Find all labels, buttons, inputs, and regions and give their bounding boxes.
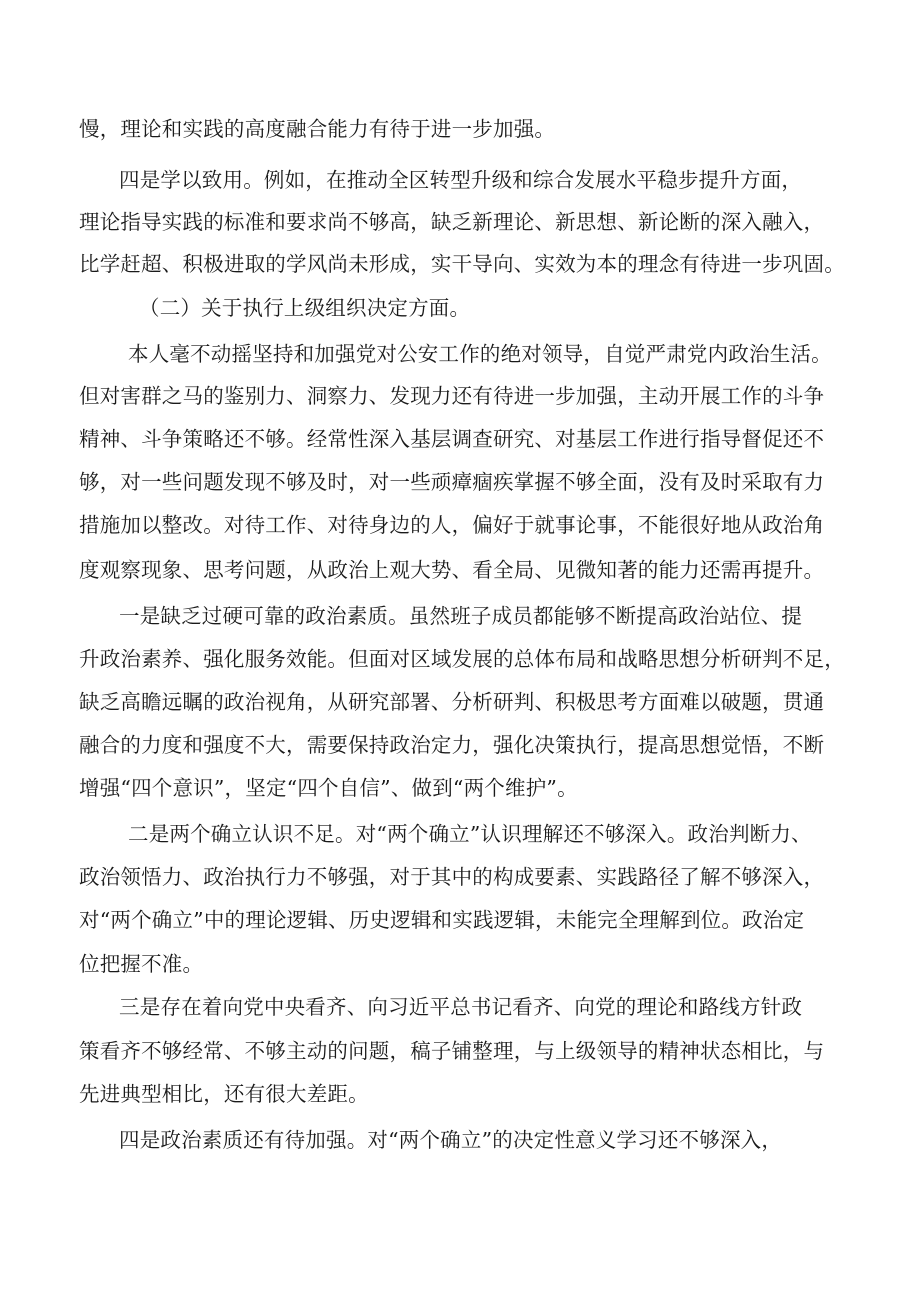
text-line: 四是政治素质还有待加强。对“两个确立”的决定性意义学习还不够深入， <box>119 1128 783 1152</box>
text-line: 比学赶超、积极进取的学风尚未形成，实干导向、实效为本的理念有待进一步巩固。 <box>79 252 845 276</box>
text-line: 策看齐不够经常、不够主动的问题，稿子铺整理，与上级领导的精神状态相比，与 <box>79 1039 825 1063</box>
text-line: 融合的力度和强度不大，需要保持政治定力，强化决策执行，提高思想觉悟，不断 <box>79 733 825 757</box>
text-line: 四是学以致用。例如，在推动全区转型升级和综合发展水平稳步提升方面， <box>119 168 803 192</box>
text-line: 但对害群之马的鉴别力、洞察力、发现力还有待进一步加强，主动开展工作的斗争 <box>79 384 825 408</box>
text-line: 位把握不准。 <box>79 952 204 976</box>
text-line: 升政治素养、强化服务效能。但面对区域发展的总体布局和战略思想分析研判不足， <box>79 647 845 671</box>
text-line: 一是缺乏过硬可靠的政治素质。虽然班子成员都能够不断提高政治站位、提 <box>119 604 803 628</box>
text-line: 措施加以整改。对待工作、对待身边的人，偏好于就事论事，不能很好地从政治角 <box>79 513 825 537</box>
text-line: 慢，理论和实践的高度融合能力有待于进一步加强。 <box>79 117 556 141</box>
text-line: 够，对一些问题发现不够及时，对一些顽瘴痼疾掌握不够全面，没有及时采取有力 <box>79 470 825 494</box>
text-line: 度观察现象、思考问题，从政治上观大势、看全局、见微知著的能力还需再提升。 <box>79 558 825 582</box>
section-heading: （二）关于执行上级组织决定方面。 <box>139 296 471 320</box>
text-line: 三是存在着向党中央看齐、向习近平总书记看齐、向党的理论和路线方针政 <box>119 995 803 1019</box>
text-line: 先进典型相比，还有很大差距。 <box>79 1082 369 1106</box>
text-line: 增强“四个意识”，坚定“四个自信”、做到“两个维护”。 <box>79 776 578 800</box>
text-line: 缺乏高瞻远瞩的政治视角，从研究部署、分析研判、积极思考方面难以破题，贯通 <box>79 690 825 714</box>
text-line: 对“两个确立”中的理论逻辑、历史逻辑和实践逻辑，未能完全理解到位。政治定 <box>79 908 805 932</box>
text-line: 理论指导实践的标准和要求尚不够高，缺乏新理论、新思想、新论断的深入融入， <box>79 210 825 234</box>
text-line: 二是两个确立认识不足。对“两个确立”认识理解还不够深入。政治判断力、 <box>128 822 812 846</box>
text-line: 精神、斗争策略还不够。经常性深入基层调查研究、对基层工作进行指导督促还不 <box>79 427 825 451</box>
text-line: 政治领悟力、政治执行力不够强，对于其中的构成要素、实践路径了解不够深入， <box>79 865 825 889</box>
text-line: 本人毫不动摇坚持和加强党对公安工作的绝对领导，自觉严肃党内政治生活。 <box>128 342 832 366</box>
